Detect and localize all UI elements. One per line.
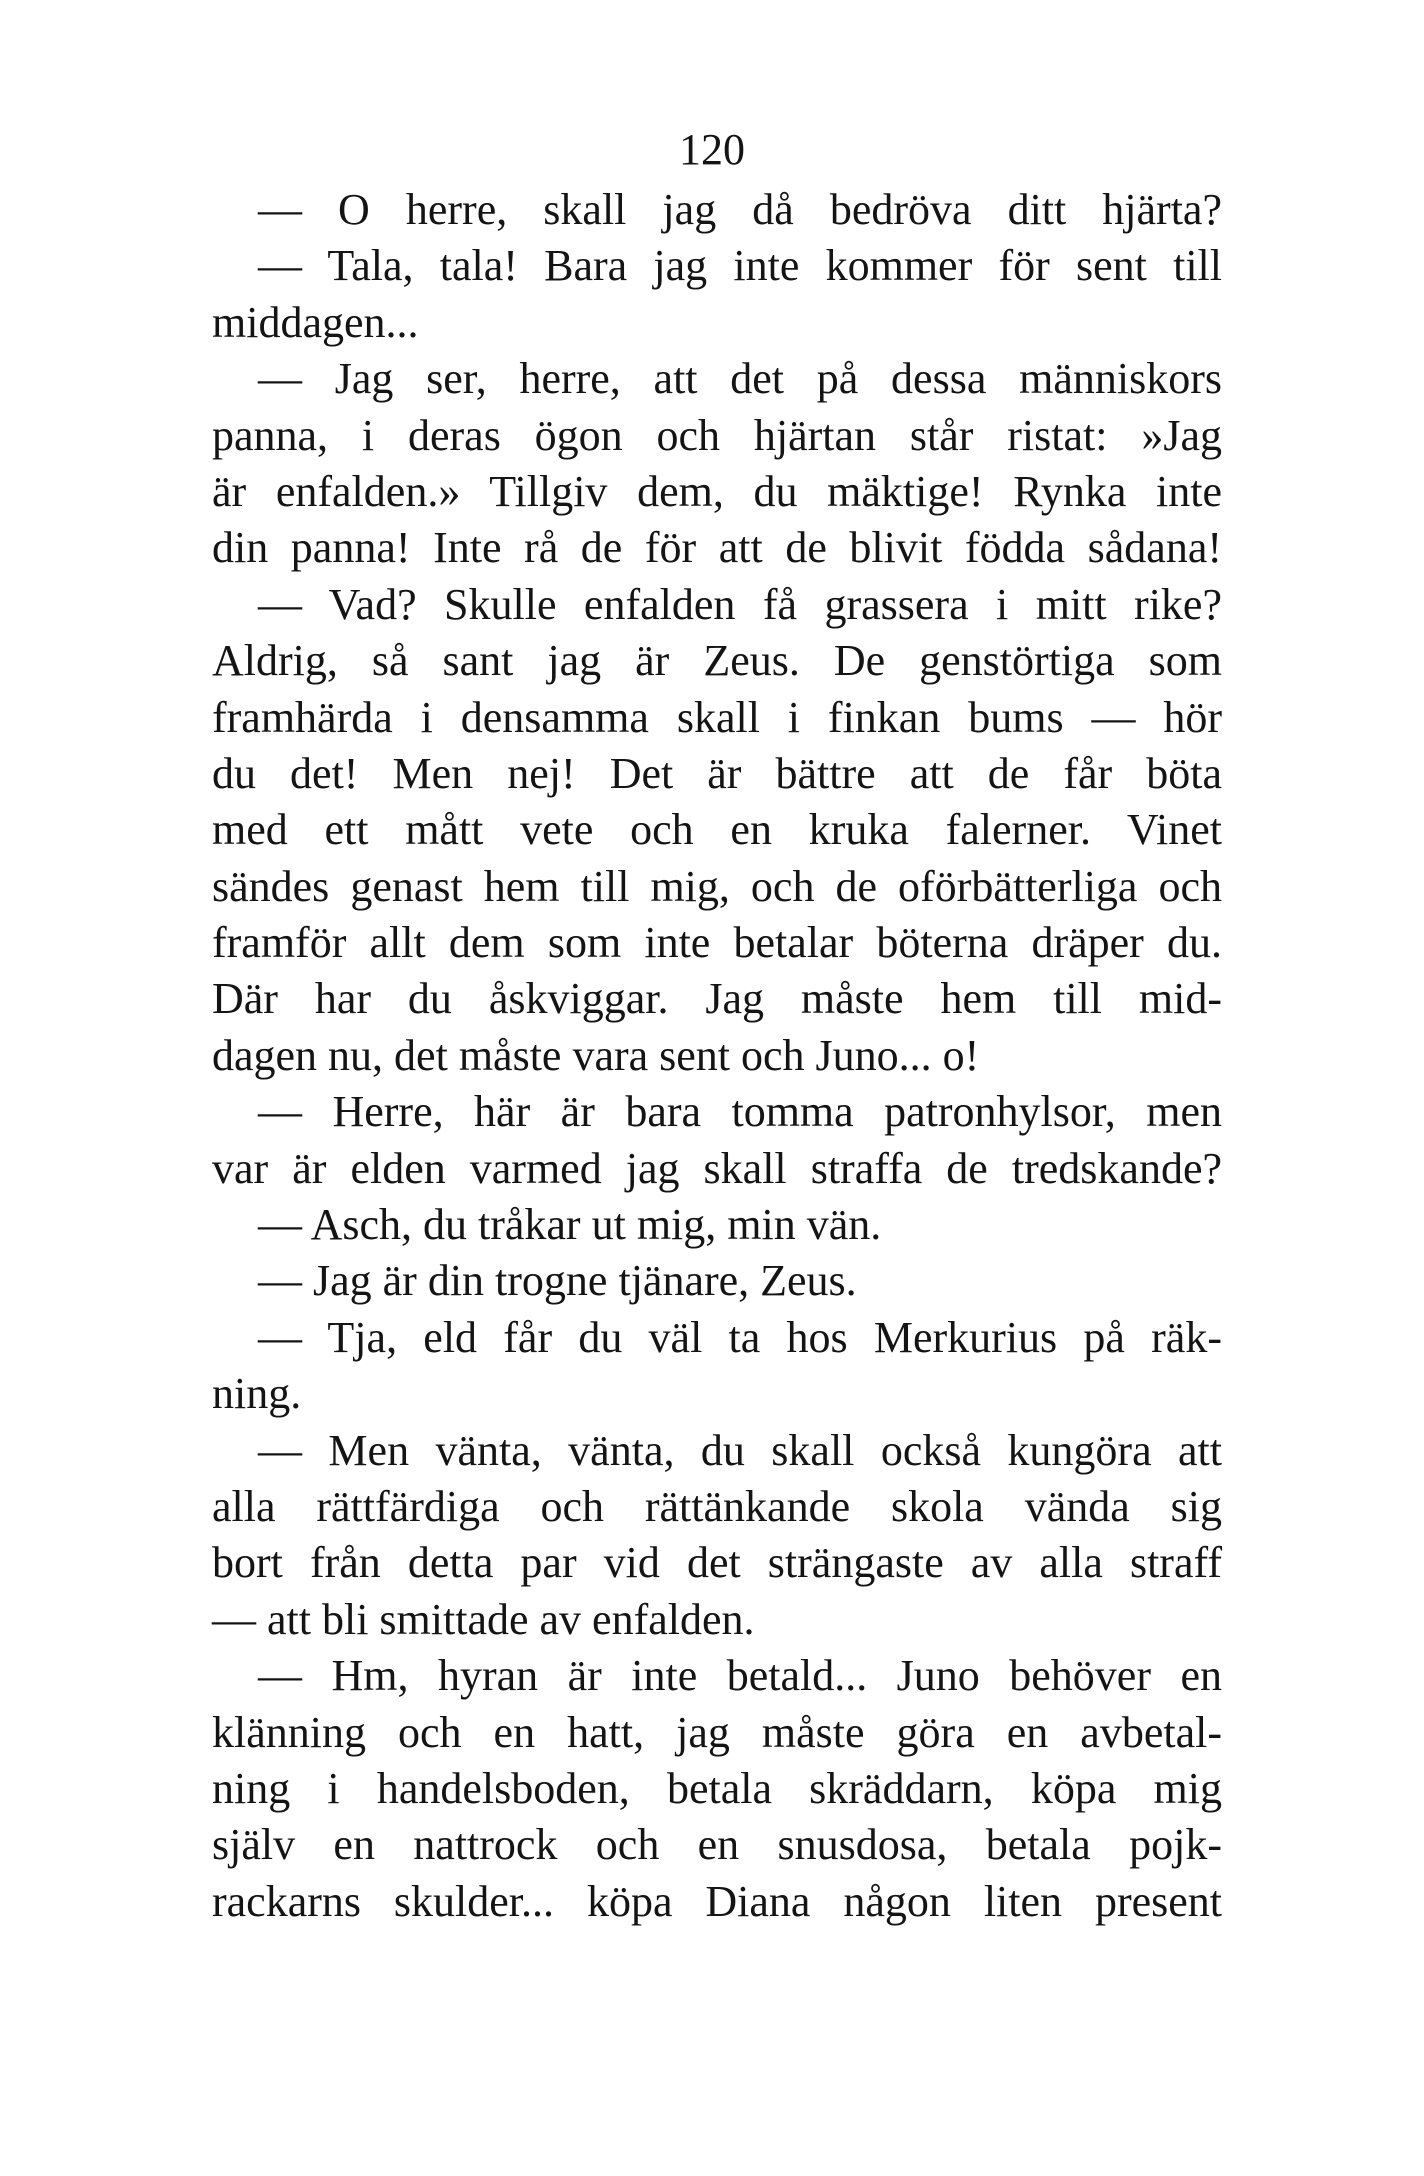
text-line: — Vad? Skulle enfalden få grassera i mitt rike? [258,579,1222,629]
text-line: Aldrig, så sant jag är Zeus. De genstörtiga som [212,636,1222,686]
text-line: panna, i deras ögon och hjärtan står ristat: »Jag [212,410,1222,460]
text-line: — Herre, här är bara tomma patronhylsor, men [258,1087,1222,1137]
text-line: framhärda i densamma skall i finkan bums — hör [212,692,1222,742]
text-line: Där har du åskviggar. Jag måste hem till mid- [212,974,1222,1024]
text-line: dagen nu, det måste vara sent och Juno... o! [212,1030,980,1080]
text-line: — Hm, hyran är inte betald... Juno behöver en [258,1651,1222,1701]
text-line: ning. [212,1369,302,1419]
text-line: din panna! Inte rå de för att de blivit födda sådana! [212,523,1222,573]
text-line: klänning och en hatt, jag måste göra en avbetal- [212,1707,1222,1757]
text-line: rackarns skulder... köpa Diana någon liten present [212,1876,1222,1926]
text-line: — Tja, eld får du väl ta hos Merkurius på räk- [258,1312,1222,1362]
text-line: var är elden varmed jag skall straffa de tredskande? [212,1143,1222,1193]
body-text [212,182,1222,1930]
page-number: 120 [679,125,745,174]
text-line: sändes genast hem till mig, och de oförbätterliga och [212,861,1222,911]
text-line: du det! Men nej! Det är bättre att de får böta [212,748,1222,798]
text-line: — att bli smittade av enfalden. [212,1594,755,1644]
text-line: är enfalden.» Tillgiv dem, du mäktige! Rynka inte [212,466,1222,516]
text-line: — Tala, tala! Bara jag inte kommer för sent till [258,241,1222,291]
text-line: middagen... [212,297,419,347]
text-line: — Asch, du tråkar ut mig, min vän. [258,1200,882,1250]
text-line: — Men vänta, vänta, du skall också kungöra att [258,1425,1222,1475]
text-line: — Jag är din trogne tjänare, Zeus. [258,1256,857,1306]
text-line: ning i handelsboden, betala skräddarn, köpa mig [212,1763,1222,1813]
text-line: med ett mått vete och en kruka falerner. Vinet [212,805,1222,855]
text-line: framför allt dem som inte betalar böterna dräper du. [212,918,1222,968]
text-line: alla rättfärdiga och rättänkande skola vända sig [212,1481,1222,1531]
text-line: — O herre, skall jag då bedröva ditt hjärta? [258,185,1222,234]
text-line: — Jag ser, herre, att det på dessa människors [258,354,1222,404]
text-line: bort från detta par vid det strängaste av alla straff [212,1538,1222,1588]
text-line: själv en nattrock och en snusdosa, betala pojk- [212,1820,1222,1870]
